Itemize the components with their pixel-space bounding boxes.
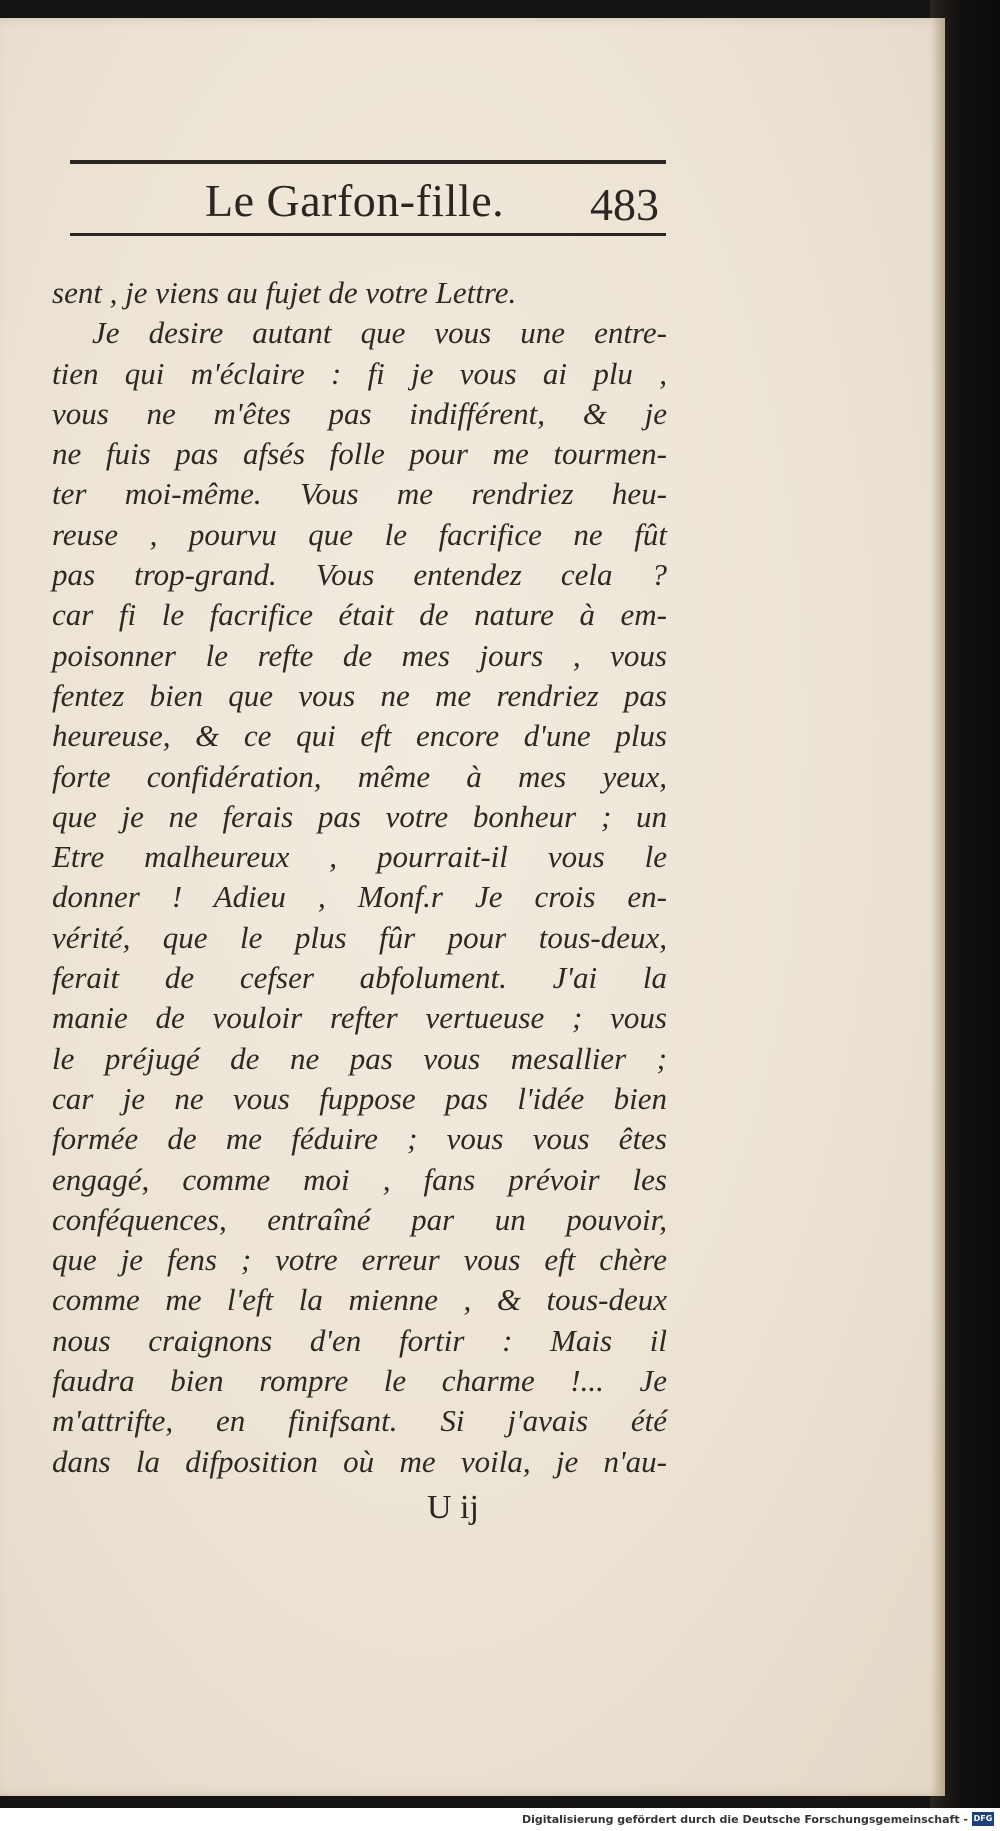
text-line: car fi le facrifice était de nature à em- (52, 597, 667, 633)
text-line: conféquences, entraîné par un pouvoir, (52, 1201, 667, 1237)
text-line: manie de vouloir refter vertueuse ; vous (52, 1000, 667, 1036)
dfg-logo-icon: DFG (972, 1812, 994, 1826)
text-line: car je ne vous fuppose pas l'idée bien (52, 1080, 667, 1116)
text-line: ne fuis pas afsés folle pour me tourmen- (52, 436, 667, 472)
body-text (52, 273, 667, 1482)
text-line: heureuse, & ce qui eft encore d'une plus (52, 718, 667, 754)
text-line: formée de me féduire ; vous vous êtes (52, 1121, 667, 1157)
running-title: Le Garfon-fille. (205, 175, 505, 226)
book-page (0, 18, 945, 1796)
footer-credit: Digitalisierung gefördert durch die Deutsche Forschungsgemeinschaft - (521, 1813, 968, 1826)
text-line: Je desire autant que vous une entre- (92, 315, 667, 351)
text-line: vérité, que le plus fûr pour tous-deux, (52, 919, 667, 955)
text-line: Etre malheureux , pourrait-il vous le (52, 839, 667, 875)
text-line: donner ! Adieu , Monf.r Je crois en- (52, 879, 667, 915)
page-edge-shadow (931, 18, 945, 1796)
header-rule-top (70, 160, 666, 164)
text-line: tien qui m'éclaire : fi je vous ai plu , (52, 355, 667, 391)
digitization-footer (0, 1808, 1000, 1831)
text-line: vous ne m'êtes pas indifférent, & je (52, 395, 667, 431)
text-line: fentez bien que vous ne me rendriez pas (52, 677, 667, 713)
text-line: que je fens ; votre erreur vous eft chère (52, 1242, 667, 1278)
text-line: pas trop-grand. Vous entendez cela ? (52, 557, 667, 593)
text-line: poisonner le refte de mes jours , vous (52, 637, 667, 673)
text-line: nous craignons d'en fortir : Mais il (52, 1322, 667, 1358)
text-line: sent , je viens au fujet de votre Lettre. (52, 275, 517, 310)
text-line: que je ne ferais pas votre bonheur ; un (52, 798, 667, 834)
text-line: engagé, comme moi , fans prévoir les (52, 1161, 667, 1197)
text-line: ter moi-même. Vous me rendriez heu- (52, 476, 667, 512)
text-line: dans la difposition où me voila, je n'au- (52, 1443, 667, 1479)
header-rule-bottom (70, 233, 666, 236)
signature-mark: U ij (427, 1489, 479, 1526)
page-number: 483 (590, 179, 659, 230)
text-line: le préjugé de ne pas vous mesallier ; (52, 1040, 667, 1076)
text-line: ferait de cefser abfolument. J'ai la (52, 960, 667, 996)
text-line: reuse , pourvu que le facrifice ne fût (52, 516, 667, 552)
text-line: m'attrifte, en finifsant. Si j'avais été (52, 1403, 667, 1439)
text-line: faudra bien rompre le charme !... Je (52, 1363, 667, 1399)
text-line: comme me l'eft la mienne , & tous-deux (52, 1282, 667, 1318)
text-line: forte confidération, même à mes yeux, (52, 758, 667, 794)
